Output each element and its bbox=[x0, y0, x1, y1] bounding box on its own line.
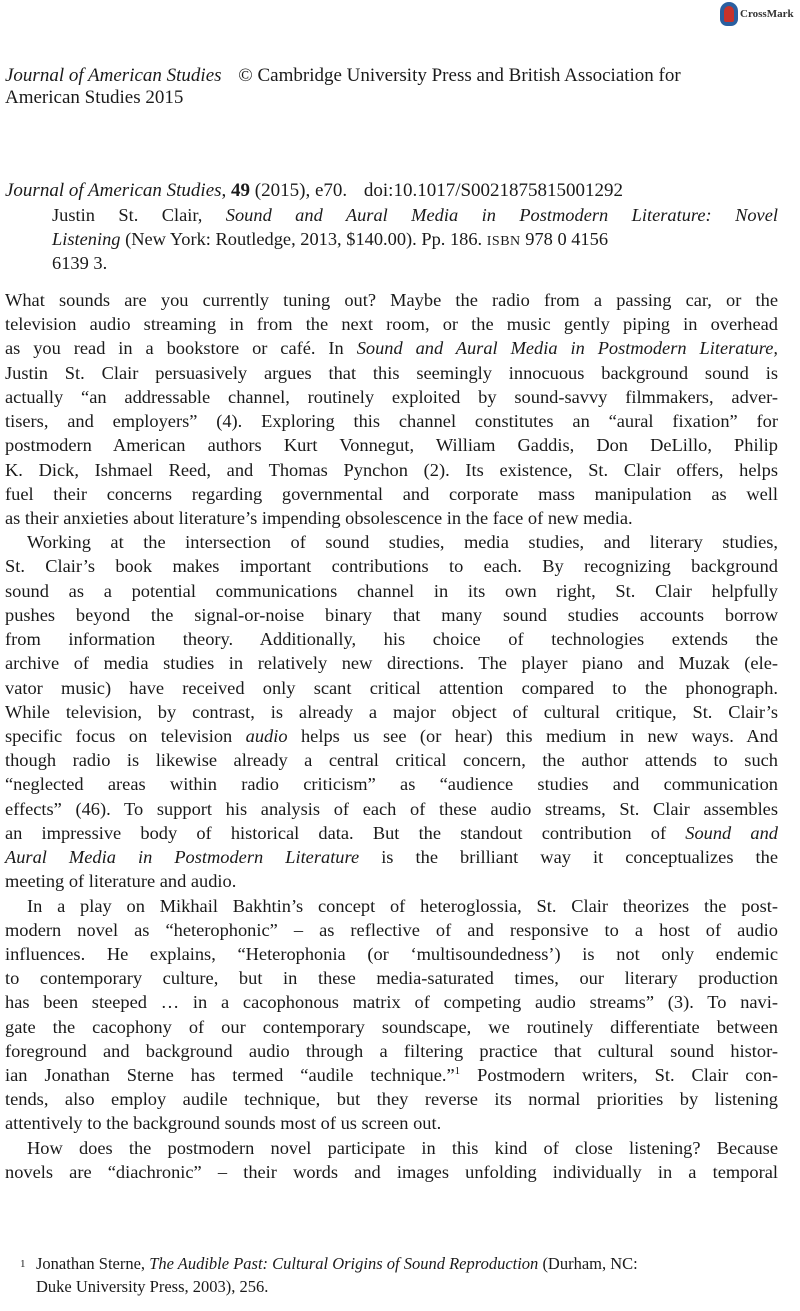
text-segment: an impressive body of historical data. But the standout contribution of bbox=[5, 823, 686, 843]
text-line bbox=[27, 530, 778, 554]
text-segment: St. Clair’s book makes important contributions to each. By recognizing background bbox=[5, 556, 778, 576]
text-line bbox=[5, 1111, 778, 1135]
text-segment: Justin St. Clair persuasively argues that this seemingly innocuous background sound is bbox=[5, 363, 778, 383]
text-segment: Duke University Press, 2003), 256. bbox=[36, 1277, 269, 1296]
crossmark-label: CrossMark bbox=[740, 8, 794, 20]
text-line bbox=[5, 579, 778, 603]
copyright-line-2: American Studies 2015 bbox=[5, 87, 184, 108]
text-segment: has been steeped … in a cacophonous matrix of competing audio streams” (3). To navi- bbox=[5, 992, 778, 1012]
text-segment: 6139 3. bbox=[52, 253, 108, 273]
text-line bbox=[36, 1275, 268, 1298]
crossmark-badge[interactable] bbox=[720, 2, 794, 26]
text-line bbox=[5, 942, 778, 966]
text-segment: ian Jonathan Sterne has termed “audile technique.” bbox=[5, 1065, 455, 1085]
text-segment: pushes beyond the signal-or-noise binary that many sound studies accounts borrow bbox=[5, 605, 778, 625]
text-segment: vator music) have received only scant critical attention compared to the phonograph. bbox=[5, 678, 778, 698]
text-segment: archive of media studies in relatively new directions. The player piano and Muzak (ele- bbox=[5, 653, 778, 673]
copyright-line-1: © Cambridge University Press and British Association for bbox=[238, 65, 681, 86]
text-line bbox=[5, 1087, 778, 1111]
text-line bbox=[5, 336, 778, 360]
text-line bbox=[5, 1160, 778, 1184]
text-line bbox=[5, 990, 778, 1014]
text-segment: postmodern American authors Kurt Vonnegut, William Gaddis, Don DeLillo, Philip bbox=[5, 435, 778, 455]
text-segment: ISBN bbox=[486, 234, 521, 249]
italic-text: Aural Media in Postmodern Literature bbox=[5, 847, 360, 867]
citation-volume: 49 bbox=[231, 180, 251, 201]
text-line bbox=[5, 797, 778, 821]
text-segment: as their anxieties about literature’s impending obsolescence in the face of new media. bbox=[5, 508, 633, 528]
text-line bbox=[5, 627, 778, 651]
text-segment: Jonathan Sterne, bbox=[36, 1254, 150, 1273]
text-line bbox=[5, 821, 778, 845]
journal-copyright-header bbox=[5, 65, 681, 87]
journal-name: Journal of American Studies bbox=[5, 65, 222, 86]
text-segment: fuel their concerns regarding governmental and corporate mass manipulation as well bbox=[5, 484, 778, 504]
text-segment: modern novel as “heterophonic” – as reflective of and responsive to a host of audio bbox=[5, 920, 778, 940]
text-segment: actually “an addressable channel, routinely exploited by sound-savvy filmmakers, adver- bbox=[5, 387, 778, 407]
text-segment: While television, by contrast, is already a major object of cultural critique, St. Clair’s bbox=[5, 702, 778, 722]
text-line bbox=[5, 748, 778, 772]
text-line bbox=[5, 554, 778, 578]
text-line bbox=[5, 458, 778, 482]
text-line bbox=[27, 894, 778, 918]
text-line bbox=[5, 312, 778, 336]
text-segment: Postmodern writers, St. Clair con- bbox=[460, 1065, 778, 1085]
text-segment: Justin St. Clair, bbox=[52, 205, 226, 225]
text-segment: “neglected areas within radio criticism” as “audience studies and communication bbox=[5, 774, 778, 794]
text-line bbox=[27, 1136, 778, 1160]
text-line bbox=[5, 918, 778, 942]
text-line bbox=[5, 409, 778, 433]
italic-text: Listening bbox=[52, 229, 121, 249]
text-line bbox=[5, 603, 778, 627]
footnote-ref[interactable]: 1 bbox=[454, 1064, 461, 1077]
text-segment: though radio is likewise already a central critical concern, the author attends to such bbox=[5, 750, 778, 770]
text-segment: effects” (46). To support his analysis of each of these audio streams, St. Clair assembles bbox=[5, 799, 778, 819]
text-line bbox=[5, 482, 778, 506]
text-segment: sound as a potential communications channel in its own right, St. Clair helpfully bbox=[5, 581, 778, 601]
text-segment: specific focus on television bbox=[5, 726, 246, 746]
text-segment: K. Dick, Ishmael Reed, and Thomas Pynchon (2). Its existence, St. Clair offers, helps bbox=[5, 460, 778, 480]
text-line bbox=[5, 1015, 778, 1039]
citation-year-article: (2015), e70. bbox=[250, 180, 348, 201]
text-line bbox=[5, 700, 778, 724]
text-line bbox=[5, 1039, 778, 1063]
text-line bbox=[5, 433, 778, 457]
italic-text: The Audible Past: Cultural Origins of Sound Reproduction bbox=[149, 1254, 539, 1273]
text-line bbox=[5, 966, 778, 990]
text-segment: attentively to the background sounds most of us screen out. bbox=[5, 1113, 442, 1133]
text-segment: meeting of literature and audio. bbox=[5, 871, 237, 891]
italic-text: Sound and bbox=[685, 823, 778, 843]
italic-text: Sound and Aural Media in Postmodern Literature, bbox=[356, 338, 778, 358]
text-line bbox=[36, 1252, 638, 1275]
text-segment: What sounds are you currently tuning out? Maybe the radio from a passing car, or the bbox=[5, 290, 778, 310]
citation-journal: Journal of American Studies bbox=[5, 180, 222, 201]
italic-text: audio bbox=[245, 726, 288, 746]
text-segment: 978 0 4156 bbox=[520, 229, 609, 249]
text-segment: foreground and background audio through a filtering practice that cultural sound histor- bbox=[5, 1041, 778, 1061]
citation-doi[interactable]: doi:10.1017/S0021875815001292 bbox=[363, 180, 624, 201]
text-line bbox=[5, 506, 778, 530]
text-line bbox=[52, 227, 778, 254]
text-line bbox=[52, 203, 778, 227]
text-line bbox=[52, 251, 778, 275]
text-segment: as you read in a bookstore or café. In bbox=[5, 338, 357, 358]
text-segment: gate the cacophony of our contemporary soundscape, we routinely differentiate between bbox=[5, 1017, 778, 1037]
text-line bbox=[5, 385, 778, 409]
text-line bbox=[5, 651, 778, 675]
citation-line: Journal of American Studies, 49 (2015), e70. doi:10.1017/S0021875815001292 bbox=[5, 180, 624, 201]
text-segment: How does the postmodern novel participate in this kind of close listening? Because bbox=[27, 1138, 778, 1158]
text-segment: (Durham, NC: bbox=[538, 1254, 638, 1273]
text-segment: television audio streaming in from the next room, or the music gently piping in overhead bbox=[5, 314, 778, 334]
text-segment: to contemporary culture, but in these media-saturated times, our literary production bbox=[5, 968, 778, 988]
text-segment: Working at the intersection of sound studies, media studies, and literary studies, bbox=[27, 532, 778, 552]
text-segment: novels are “diachronic” – their words and images unfolding individually in a temporal bbox=[5, 1162, 778, 1182]
text-line bbox=[5, 724, 778, 748]
text-segment: from information theory. Additionally, his choice of technologies extends the bbox=[5, 629, 778, 649]
text-line bbox=[5, 1063, 778, 1087]
text-line bbox=[5, 772, 778, 796]
text-line bbox=[5, 869, 778, 893]
crossmark-icon bbox=[720, 2, 738, 26]
footnote-number: 1 bbox=[20, 1258, 26, 1270]
text-line bbox=[5, 361, 778, 385]
text-segment: is the brilliant way it conceptualizes the bbox=[359, 847, 778, 867]
text-line bbox=[5, 845, 778, 869]
text-segment: helps us see (or hear) this medium in new ways. And bbox=[287, 726, 778, 746]
text-segment: In a play on Mikhail Bakhtin’s concept of heteroglossia, St. Clair theorizes the post- bbox=[27, 896, 778, 916]
italic-text: Sound and Aural Media in Postmodern Literature: Novel bbox=[225, 205, 778, 225]
text-segment: (New York: Routledge, 2013, $140.00). Pp. 186. bbox=[120, 229, 487, 249]
text-line bbox=[5, 676, 778, 700]
text-segment: influences. He explains, “Heterophonia (or ‘multisoundedness’) is not only endemic bbox=[5, 944, 778, 964]
text-segment: tends, also employ audile technique, but they reverse its normal priorities by listening bbox=[5, 1089, 778, 1109]
text-segment: tisers, and employers” (4). Exploring this channel constitutes an “aural fixation” for bbox=[5, 411, 778, 431]
text-line bbox=[5, 288, 778, 312]
